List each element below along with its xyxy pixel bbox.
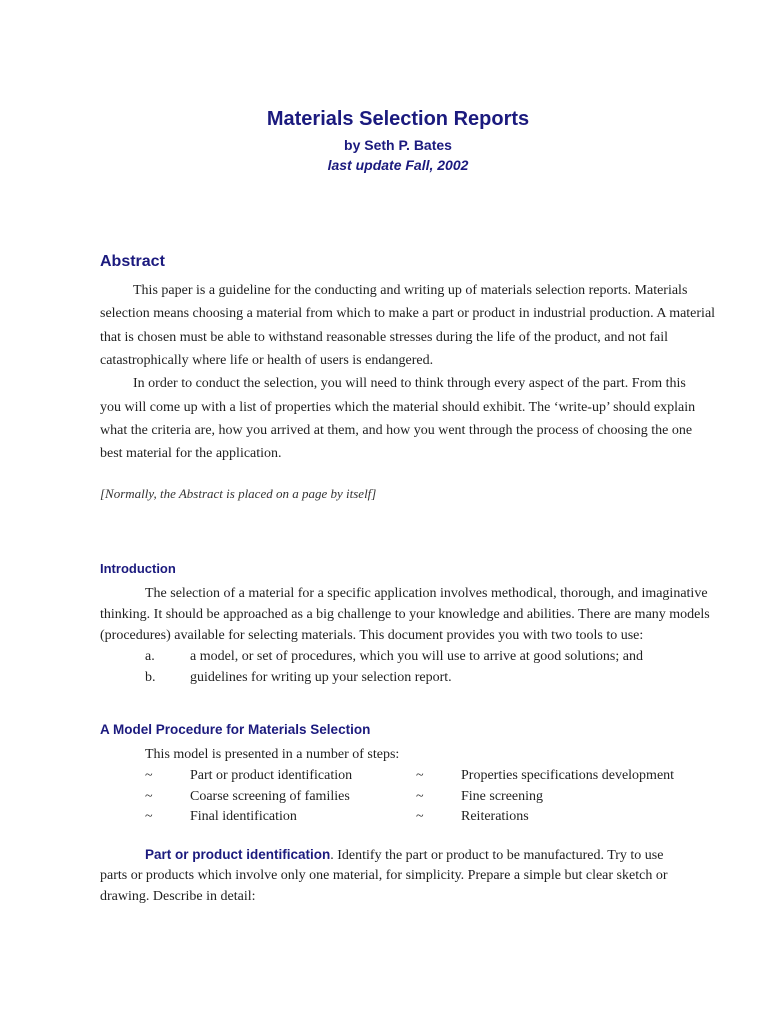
text-line: thinking. It should be approached as a big challenge to your knowledge and abilities. There are many models xyxy=(100,607,710,622)
list-marker: ~ xyxy=(145,789,153,804)
list-marker: a. xyxy=(145,649,155,664)
text-line: what the criteria are, how you arrived at them, and how you went through the process of choosing the one xyxy=(100,423,693,438)
text-line: selection means choosing a material from which to make a part or product in industrial production. A material xyxy=(100,306,716,321)
list-item-text: Reiterations xyxy=(461,809,529,824)
list-marker: ~ xyxy=(416,809,424,824)
list-marker: ~ xyxy=(145,768,153,783)
text-line: The selection of a material for a specific application involves methodical, thorough, and imaginative xyxy=(145,586,708,601)
list-item-text: a model, or set of procedures, which you will use to arrive at good solutions; and xyxy=(190,649,643,664)
list-item-text: Final identification xyxy=(190,809,297,824)
list-marker: ~ xyxy=(416,768,424,783)
introduction-heading: Introduction xyxy=(100,561,176,576)
list-marker: b. xyxy=(145,670,156,685)
model-procedure-heading: A Model Procedure for Materials Selection xyxy=(100,722,371,737)
list-item-text: Properties specifications development xyxy=(461,768,675,783)
text-line: In order to conduct the selection, you will need to think through every aspect of the part. From this xyxy=(133,376,686,391)
update-line: last update Fall, 2002 xyxy=(327,157,469,173)
text-line: parts or products which involve only one material, for simplicity. Prepare a simple but clear sketch or xyxy=(100,868,668,883)
text-line: drawing. Describe in detail: xyxy=(100,889,256,904)
author-line: by Seth P. Bates xyxy=(344,137,452,153)
list-item-text: Coarse screening of families xyxy=(190,789,350,804)
model-intro: This model is presented in a number of steps: xyxy=(145,747,400,762)
list-item-text: guidelines for writing up your selection report. xyxy=(190,670,452,685)
text-line: you will come up with a list of properties which the material should exhibit. The ‘write-up’ should explain xyxy=(100,400,696,415)
text-line: catastrophically where life or health of users is endangered. xyxy=(100,353,434,368)
text-run: . Identify the part or product to be manufactured. Try to use xyxy=(330,848,664,863)
part-identification-lead xyxy=(145,846,663,864)
list-marker: ~ xyxy=(145,809,153,824)
part-identification-heading: Part or product identification xyxy=(145,847,331,862)
page-title: Materials Selection Reports xyxy=(266,108,530,130)
abstract-note: [Normally, the Abstract is placed on a page by itself] xyxy=(100,486,377,501)
text-line: best material for the application. xyxy=(100,446,282,461)
list-item-text: Part or product identification xyxy=(190,768,353,783)
text-line: (procedures) available for selecting materials. This document provides you with two tools to use: xyxy=(100,628,644,643)
text-line: that is chosen must be able to withstand reasonable stresses during the life of the product, and not fail xyxy=(100,330,669,345)
list-marker: ~ xyxy=(416,789,424,804)
text-line: This paper is a guideline for the conducting and writing up of materials selection reports. Materials xyxy=(133,283,688,298)
list-item-text: Fine screening xyxy=(461,789,544,804)
abstract-heading: Abstract xyxy=(100,253,165,270)
